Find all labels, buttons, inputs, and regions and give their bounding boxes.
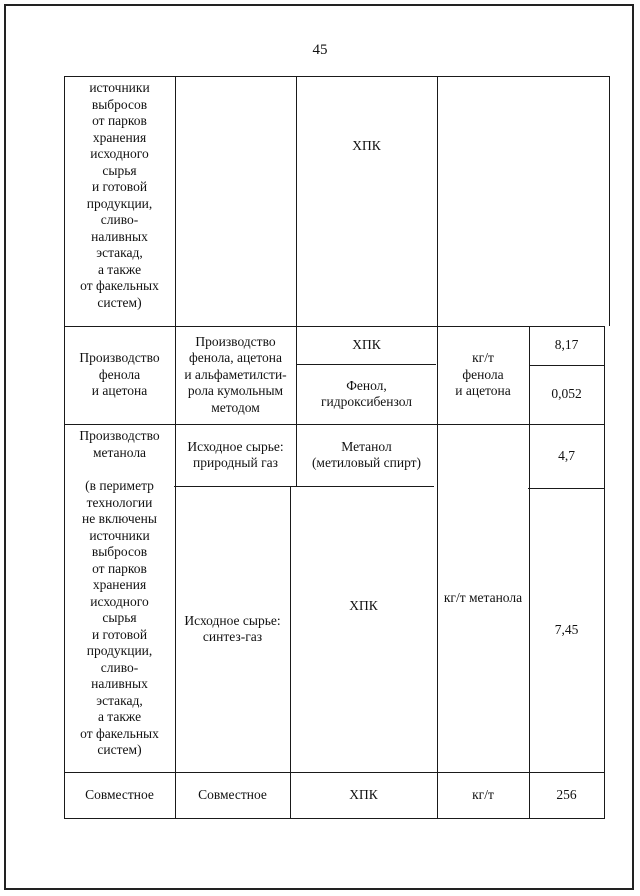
row4-col5-cell: 256 [556, 786, 577, 802]
row4-col4-cell: кг/т [472, 786, 494, 802]
table-line [609, 76, 610, 326]
row1-col1-cell: источники выбросов от парков хранения исходного сырья и готовой продукции, сливо- наливных эстакад, а также от факельных систем) [80, 80, 159, 310]
page-number: 45 [312, 42, 328, 58]
row3-col5b-cell: 7,45 [554, 621, 579, 637]
row3-col1-title-cell: Производство метанола [79, 428, 160, 460]
row3-col3b-cell: ХПК [349, 597, 378, 613]
table-line [604, 326, 605, 819]
row4-col1-cell: Совместное [85, 786, 154, 802]
row4-col3-cell: ХПК [349, 786, 378, 802]
row3-col2a-cell: Исходное сырье: природный газ [187, 438, 284, 470]
row3-col2b-cell: Исходное сырье: синтез-газ [184, 612, 281, 644]
row2-col2-cell: Производство фенола, ацетона и альфаметилсти- рола кумольным методом [184, 333, 287, 415]
table-line [64, 818, 604, 819]
table-line [64, 76, 610, 77]
row4-col2-cell: Совместное [198, 786, 267, 802]
row2-col5b-cell: 0,052 [551, 386, 582, 402]
row2-col4-cell: кг/т фенола и ацетона [455, 350, 511, 399]
row3-col1-note-cell: (в периметр технологии не включены источники выбросов от парков хранения исходного сырья и готовой продукции, сливо- наливных эстакад, а также от факельных систем) [80, 478, 159, 757]
row3-col4-cell: кг/т метанола [443, 589, 523, 605]
row1-col3-cell: ХПК [352, 138, 381, 153]
row2-col5a-cell: 8,17 [554, 337, 579, 353]
row2-col1-cell: Производство фенола и ацетона [79, 350, 160, 399]
row3-col5a-cell: 4,7 [558, 447, 575, 463]
row2-col3a-cell: ХПК [352, 336, 381, 352]
row2-col3b-cell: Фенол, гидроксибензол [320, 377, 413, 409]
row3-col3a-cell: Метанол (метиловый спирт) [311, 438, 422, 470]
